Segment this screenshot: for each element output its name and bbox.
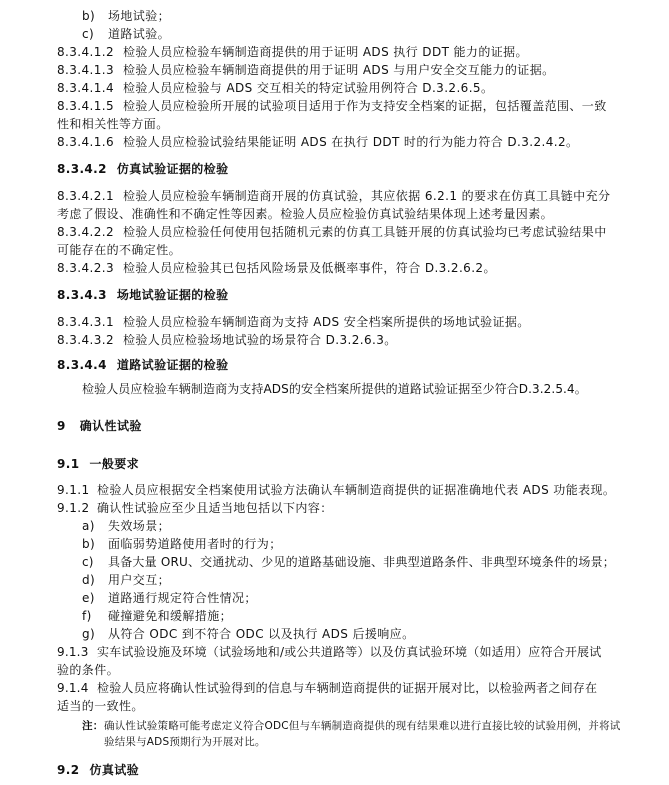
clause-number: 9.1.3 (57, 645, 89, 659)
list-item-text: 从符合 ODC 到不符合 ODC 以及执行 ADS 后援响应。 (108, 627, 415, 641)
list-item (82, 608, 232, 624)
heading-number: 9.2 (57, 763, 80, 777)
clause-text: 检验人员应根据安全档案使用试验方法确认车辆制造商提供的证据准确地代表 ADS 功能表现。 (97, 483, 616, 497)
list-marker: b) (82, 9, 96, 23)
heading-title: 仿真试验 (89, 763, 140, 777)
list-item (82, 626, 414, 642)
clause-number: 8.3.4.3.2 (57, 333, 115, 347)
list-item (82, 8, 170, 24)
clause-text: 检验人员应检验车辆制造商开展的仿真试验，其应依据 6.2.1 的要求在仿真工具链中充分 (123, 189, 611, 203)
clause-number: 8.3.4.1.4 (57, 81, 115, 95)
list-marker: f) (82, 609, 92, 623)
clause-8-3-4-2-2 (57, 224, 607, 240)
heading-number: 9 (57, 419, 66, 433)
clause-8-3-4-3-1 (57, 314, 530, 330)
note (82, 718, 620, 734)
list-marker: c) (82, 27, 95, 41)
list-marker: a) (82, 519, 95, 533)
heading-title: 仿真试验证据的检验 (116, 162, 229, 176)
clause-text: 检验人员应检验车辆制造商为支持 ADS 安全档案所提供的场地试验证据。 (123, 315, 530, 329)
clause-number: 8.3.4.2.1 (57, 189, 115, 203)
clause-number: 9.1.1 (57, 483, 90, 497)
heading-title: 一般要求 (89, 457, 140, 471)
clause-continuation: 考虑了假设、准确性和不确定性等因素。检验人员应检验仿真试验结果体现上述考量因素。 (57, 207, 554, 221)
clause-text: 确认性试验应至少且适当地包括以下内容： (97, 501, 333, 515)
list-marker: b) (82, 537, 96, 551)
list-item (82, 26, 170, 42)
note-label: 注： (82, 720, 104, 732)
list-item (82, 536, 282, 552)
clause-text: 检验人员应检验试验结果能证明 ADS 在执行 DDT 时的行为能力符合 D.3.2.4.2。 (123, 135, 579, 149)
clause-8-3-4-1-6 (57, 134, 578, 150)
clause-text: 检验人员应检验车辆制造商提供的用于证明 ADS 执行 DDT 能力的证据。 (123, 45, 528, 59)
section-heading-8-3-4-3 (57, 287, 228, 303)
heading-number: 9.1 (57, 457, 80, 471)
clause-continuation: 适当的一致性。 (57, 699, 144, 713)
clause-number: 8.3.4.3.1 (57, 315, 115, 329)
heading-number: 8.3.4.2 (57, 162, 107, 176)
clause-number: 8.3.4.1.6 (57, 135, 115, 149)
clause-text: 检验人员应检验车辆制造商提供的用于证明 ADS 与用户安全交互能力的证据。 (123, 63, 555, 77)
clause-continuation: 验的条件。 (57, 663, 120, 677)
clause-number: 8.3.4.1.3 (57, 63, 115, 77)
list-item-text: 失效场景； (108, 519, 171, 533)
heading-number: 8.3.4.4 (57, 358, 107, 372)
clause-9-1-2 (57, 500, 333, 516)
list-item-text: 道路试验。 (108, 27, 171, 41)
list-marker: c) (82, 555, 94, 569)
list-item-text: 具备大量 ORU、交通扰动、少见的道路基础设施、非典型道路条件、非典型环境条件的场景； (108, 555, 615, 569)
section-heading-8-3-4-4 (57, 357, 228, 373)
list-item (82, 590, 257, 606)
clause-text: 实车试验设施及环境（试验场地和/或公共道路等）以及仿真试验环境（如适用）应符合开展试 (97, 645, 602, 659)
list-item (82, 554, 615, 570)
clause-text: 检验人员应检验与 ADS 交互相关的特定试验用例符合 D.3.2.6.5。 (123, 81, 494, 95)
section-heading-9-1 (57, 456, 139, 472)
clause-9-1-1 (57, 482, 615, 498)
paragraph-8-3-4-4: 检验人员应检验车辆制造商为支持ADS的安全档案所提供的道路试验证据至少符合D.3.2.5.4。 (82, 382, 587, 396)
clause-8-3-4-1-4 (57, 80, 493, 96)
clause-9-1-3 (57, 644, 601, 660)
heading-title: 确认性试验 (79, 419, 142, 433)
clause-number: 8.3.4.2.3 (57, 261, 115, 275)
clause-8-3-4-2-1 (57, 188, 610, 204)
clause-number: 9.1.4 (57, 681, 89, 695)
list-item (82, 518, 170, 534)
list-marker: e) (82, 591, 95, 605)
clause-number: 8.3.4.1.2 (57, 45, 115, 59)
list-item (82, 572, 170, 588)
note-text: 确认性试验策略可能考虑定义符合ODC但与车辆制造商提供的现有结果难以进行直接比较的试验用例，并将试 (104, 720, 621, 732)
clause-8-3-4-3-2 (57, 332, 397, 348)
clause-9-1-4 (57, 680, 597, 696)
list-item-text: 道路通行规定符合性情况； (108, 591, 257, 605)
clause-number: 8.3.4.1.5 (57, 99, 115, 113)
clause-continuation: 性和相关性等方面。 (57, 117, 169, 131)
chapter-heading-9 (57, 418, 142, 434)
heading-title: 场地试验证据的检验 (116, 288, 229, 302)
list-marker: g) (82, 627, 96, 641)
section-heading-9-2 (57, 762, 139, 778)
clause-number: 8.3.4.2.2 (57, 225, 115, 239)
clause-text: 检验人员应检验任何使用包括随机元素的仿真工具链开展的仿真试验均已考虑试验结果中 (123, 225, 607, 239)
list-item-text: 用户交互； (108, 573, 171, 587)
clause-8-3-4-1-5 (57, 98, 607, 114)
section-heading-8-3-4-2 (57, 161, 228, 177)
clause-continuation: 可能存在的不确定性。 (57, 243, 182, 257)
clause-text: 检验人员应检验所开展的试验项目适用于作为支持安全档案的证据，包括覆盖范围、一致 (123, 99, 607, 113)
heading-number: 8.3.4.3 (57, 288, 107, 302)
heading-title: 道路试验证据的检验 (116, 358, 229, 372)
list-item-text: 面临弱势道路使用者时的行为； (108, 537, 282, 551)
clause-text: 检验人员应将确认性试验得到的信息与车辆制造商提供的证据开展对比，以检验两者之间存在 (97, 681, 598, 695)
list-item-text: 场地试验； (108, 9, 171, 23)
clause-8-3-4-1-3 (57, 62, 555, 78)
clause-8-3-4-2-3 (57, 260, 496, 276)
clause-8-3-4-1-2 (57, 44, 528, 60)
list-marker: d) (82, 573, 96, 587)
clause-text: 检验人员应检验其已包括风险场景及低概率事件，符合 D.3.2.6.2。 (123, 261, 496, 275)
note-continuation: 验结果与ADS预期行为开展对比。 (104, 736, 266, 748)
clause-number: 9.1.2 (57, 501, 90, 515)
clause-text: 检验人员应检验场地试验的场景符合 D.3.2.6.3。 (123, 333, 397, 347)
list-item-text: 碰撞避免和缓解措施； (108, 609, 233, 623)
